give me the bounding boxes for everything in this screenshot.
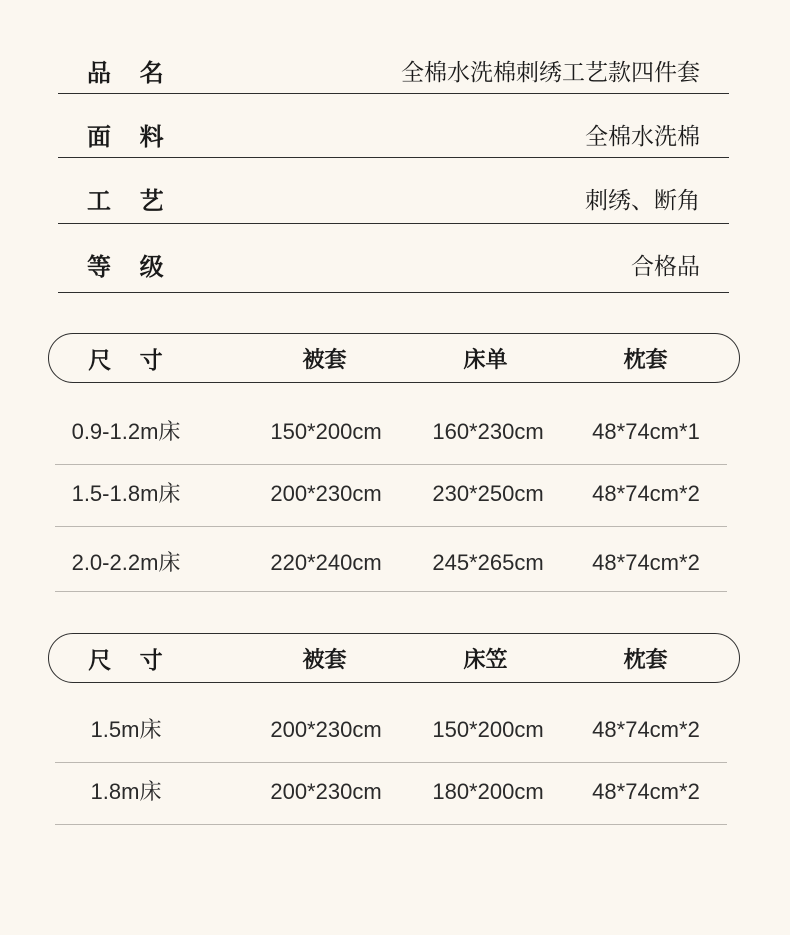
cell-bed-sheet-size: 245*265cm (432, 550, 544, 575)
header-cell-pillowcase: 枕套 (623, 346, 668, 372)
size-table-2-header (48, 633, 740, 683)
cell-duvet-cover-size: 200*230cm (270, 481, 382, 506)
header-cell-duvet-cover: 被套 (302, 646, 347, 672)
spec-label: 面 料 (87, 123, 164, 151)
spec-label: 品 名 (87, 59, 164, 87)
table-row (55, 762, 727, 825)
header-cell-pillowcase: 枕套 (623, 646, 668, 672)
cell-bed-sheet-size: 230*250cm (432, 481, 544, 506)
cell-pillowcase-size: 48*74cm*1 (592, 419, 700, 444)
table-row (55, 464, 727, 527)
spec-row-product-name (58, 47, 729, 94)
spec-row-grade (58, 236, 729, 293)
spec-value: 全棉水洗棉 (585, 122, 700, 149)
cell-bed-size: 1.8m床 (90, 779, 162, 804)
cell-bed-size: 1.5-1.8m床 (71, 481, 181, 506)
spec-label: 等 级 (87, 253, 164, 281)
table-row (55, 526, 727, 592)
cell-duvet-cover-size: 220*240cm (270, 550, 382, 575)
size-table-1-header (48, 333, 740, 383)
cell-bed-size: 0.9-1.2m床 (71, 419, 181, 444)
header-cell-size: 尺 寸 (88, 646, 163, 673)
spec-value: 全棉水洗棉刺绣工艺款四件套 (401, 58, 700, 85)
cell-bed-sheet-size: 160*230cm (432, 419, 544, 444)
cell-bed-size: 1.5m床 (90, 717, 162, 742)
header-cell-duvet-cover: 被套 (302, 346, 347, 372)
cell-duvet-cover-size: 150*200cm (270, 419, 382, 444)
cell-pillowcase-size: 48*74cm*2 (592, 779, 700, 804)
cell-pillowcase-size: 48*74cm*2 (592, 550, 700, 575)
spec-value: 合格品 (631, 252, 700, 279)
cell-fitted-sheet-size: 150*200cm (432, 717, 544, 742)
spec-row-fabric (58, 111, 729, 158)
table-row (55, 400, 727, 465)
header-cell-size: 尺 寸 (88, 346, 163, 373)
cell-duvet-cover-size: 200*230cm (270, 717, 382, 742)
cell-bed-size: 2.0-2.2m床 (71, 550, 181, 575)
cell-pillowcase-size: 48*74cm*2 (592, 481, 700, 506)
spec-label: 工 艺 (87, 187, 164, 215)
cell-pillowcase-size: 48*74cm*2 (592, 717, 700, 742)
cell-fitted-sheet-size: 180*200cm (432, 779, 544, 804)
spec-row-craft (58, 173, 729, 224)
header-cell-bed-sheet: 床单 (463, 346, 508, 372)
spec-value: 刺绣、断角 (585, 186, 700, 213)
cell-duvet-cover-size: 200*230cm (270, 779, 382, 804)
header-cell-fitted-sheet: 床笠 (463, 646, 508, 672)
table-row (55, 700, 727, 763)
